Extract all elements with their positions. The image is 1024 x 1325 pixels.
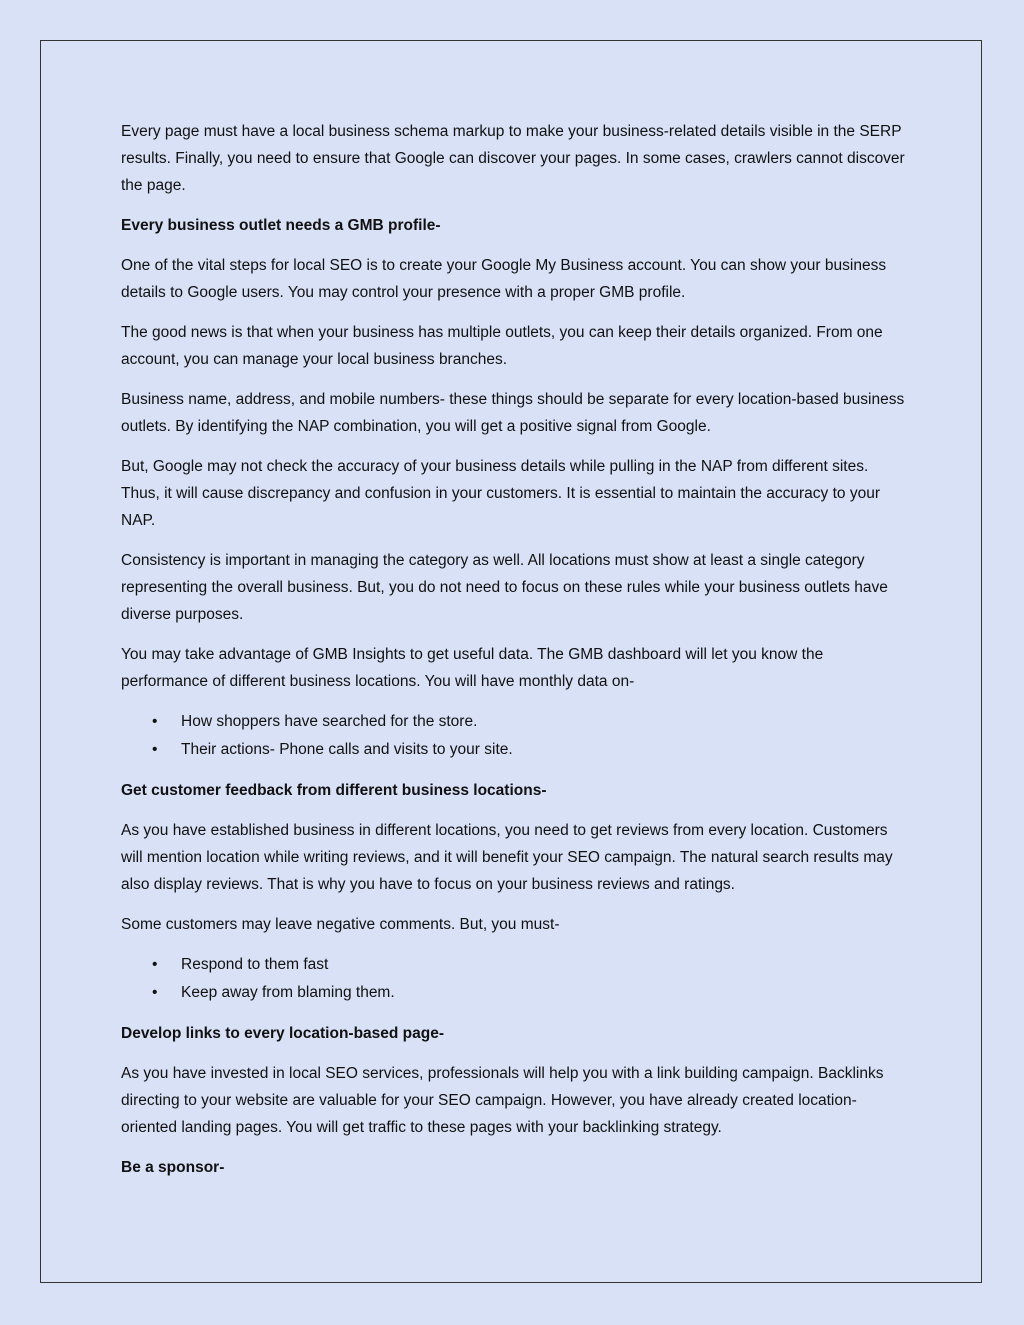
list-item-text: Respond to them fast	[181, 956, 329, 973]
paragraph-schema-markup: Every page must have a local business schema markup to make your business-related details visible in the SERP results. Finally, you need to ensure that Google can discover your pages. In some cases, crawlers cannot discover the page.	[121, 123, 905, 194]
bullet-list-response	[121, 951, 911, 1007]
list-item-text: Keep away from blaming them.	[181, 984, 395, 1001]
paragraph-multiple-outlets: The good news is that when your business has multiple outlets, you can keep their details organized. From one account, you can manage your local business branches.	[121, 324, 883, 368]
document-content	[121, 118, 911, 1194]
heading-gmb-profile: Every business outlet needs a GMB profile-	[121, 217, 441, 234]
paragraph-gmb-account: One of the vital steps for local SEO is to create your Google My Business account. You can show your business details to Google users. You may control your presence with a proper GMB profile.	[121, 257, 887, 301]
paragraph-category-consistency: Consistency is important in managing the category as well. All locations must show at least a single category representing the overall business. But, you do not need to focus on these rules while your business outlets have diverse purposes.	[121, 552, 888, 623]
bullet-icon: •	[152, 984, 158, 1001]
list-item-text: Their actions- Phone calls and visits to your site.	[181, 741, 513, 758]
paragraph-gmb-insights: You may take advantage of GMB Insights to get useful data. The GMB dashboard will let you know the performance of different business locations. You will have monthly data on-	[121, 646, 824, 690]
bullet-icon: •	[152, 741, 158, 758]
bullet-icon: •	[152, 956, 158, 973]
paragraph-nap-combination: Business name, address, and mobile numbers- these things should be separate for every location-based business outlets. By identifying the NAP combination, you will get a positive signal from Google.	[121, 391, 905, 435]
heading-customer-feedback: Get customer feedback from different business locations-	[121, 782, 547, 799]
list-item	[121, 951, 911, 979]
bullet-list-monthly-data	[121, 708, 911, 764]
paragraph-reviews: As you have established business in different locations, you need to get reviews from every location. Customers will mention location while writing reviews, and it will benefit your SEO campaign. The natural search results may also display reviews. That is why you have to focus on your business reviews and ratings.	[121, 822, 893, 893]
paragraph-nap-accuracy: But, Google may not check the accuracy of your business details while pulling in the NAP from different sites. Thus, it will cause discrepancy and confusion in your customers. It is essential to maintain the accuracy to your NAP.	[121, 458, 880, 529]
list-item	[121, 736, 911, 764]
list-item-text: How shoppers have searched for the store.	[181, 713, 478, 730]
list-item	[121, 979, 911, 1007]
list-item	[121, 708, 911, 736]
paragraph-negative-comments: Some customers may leave negative comments. But, you must-	[121, 916, 560, 933]
paragraph-link-building: As you have invested in local SEO services, professionals will help you with a link building campaign. Backlinks directing to your website are valuable for your SEO campaign. However, you have already created location-oriented landing pages. You will get traffic to these pages with your backlinking strategy.	[121, 1065, 884, 1136]
heading-develop-links: Develop links to every location-based page-	[121, 1025, 445, 1042]
bullet-icon: •	[152, 713, 158, 730]
heading-be-a-sponsor: Be a sponsor-	[121, 1159, 225, 1176]
